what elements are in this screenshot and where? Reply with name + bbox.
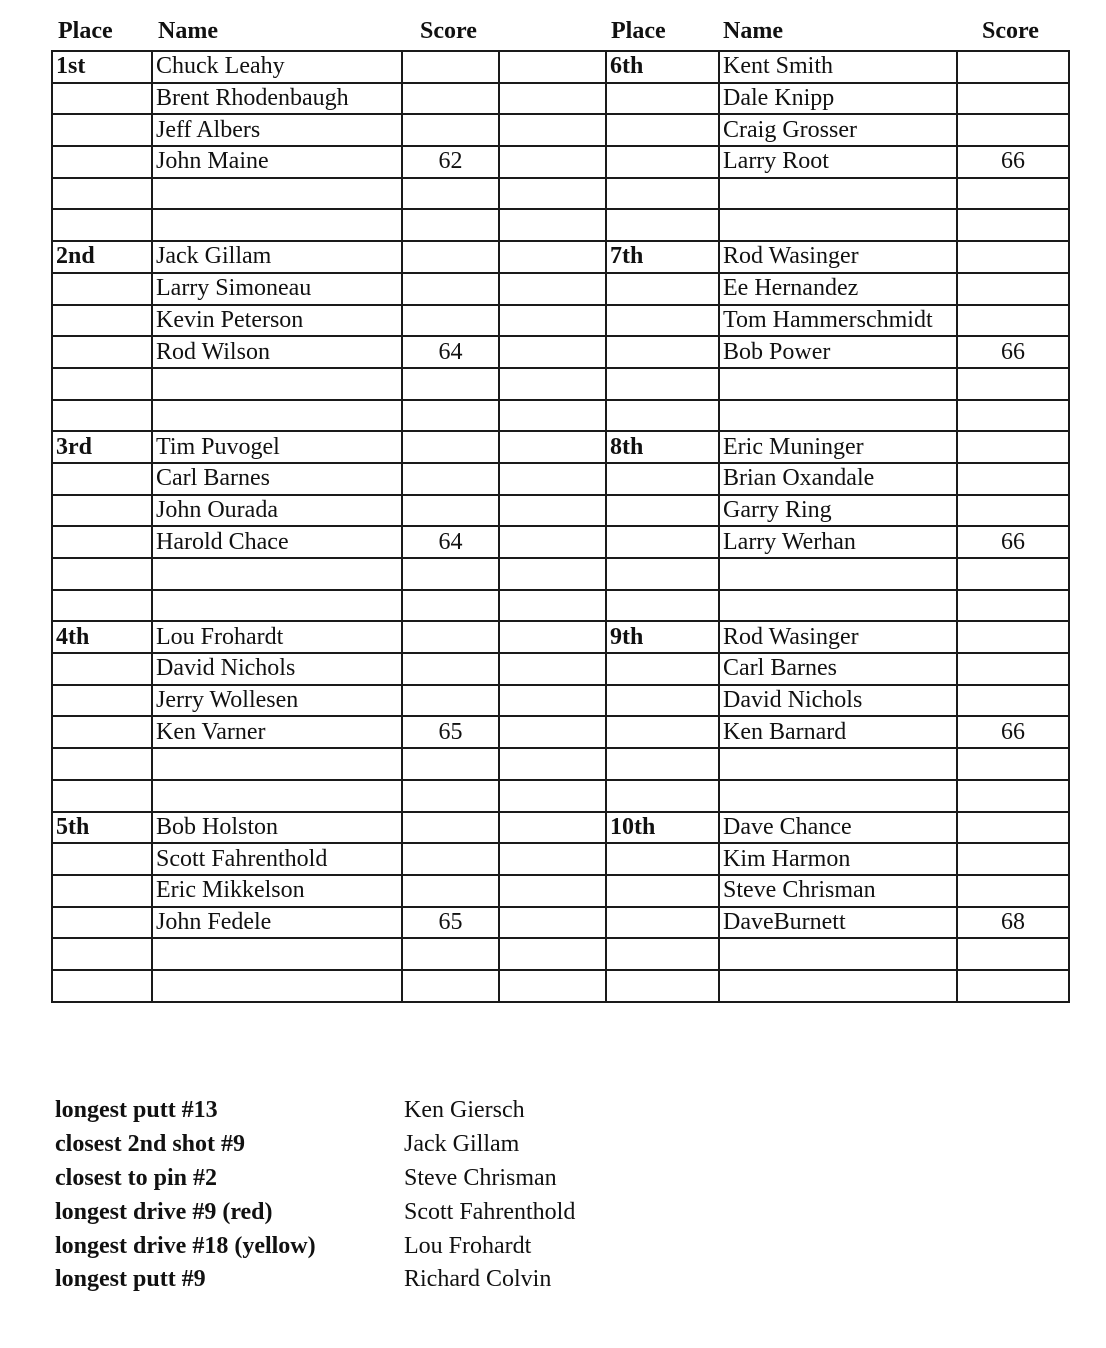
award-winner: Lou Frohardt <box>404 1232 532 1259</box>
empty-cell <box>606 463 719 495</box>
player-name-cell: Brent Rhodenbaugh <box>152 83 402 115</box>
table-row <box>52 812 1069 844</box>
empty-cell <box>52 843 152 875</box>
score-cell: 68 <box>957 907 1069 939</box>
table-row <box>52 178 1069 210</box>
player-name-cell: Jack Gillam <box>152 241 402 273</box>
empty-cell <box>152 209 402 241</box>
score-cell: 64 <box>402 336 499 368</box>
empty-cell <box>606 685 719 717</box>
empty-cell <box>499 685 606 717</box>
empty-cell <box>719 748 957 780</box>
empty-cell <box>152 780 402 812</box>
empty-cell <box>52 716 152 748</box>
player-name-cell: Ee Hernandez <box>719 273 957 305</box>
table-row <box>52 748 1069 780</box>
empty-cell <box>499 178 606 210</box>
empty-cell <box>499 368 606 400</box>
award-item <box>55 1094 575 1128</box>
results-table <box>51 50 1070 1003</box>
empty-cell <box>52 305 152 337</box>
empty-cell <box>499 907 606 939</box>
player-name-cell: Bob Holston <box>152 812 402 844</box>
empty-cell <box>606 875 719 907</box>
player-name-cell: Garry Ring <box>719 495 957 527</box>
empty-cell <box>52 526 152 558</box>
empty-cell <box>52 368 152 400</box>
table-row <box>52 463 1069 495</box>
table-row <box>52 526 1069 558</box>
empty-cell <box>402 970 499 1002</box>
place-cell: 10th <box>606 812 719 844</box>
empty-cell <box>957 843 1069 875</box>
empty-cell <box>606 748 719 780</box>
empty-cell <box>606 83 719 115</box>
empty-cell <box>52 178 152 210</box>
empty-cell <box>606 970 719 1002</box>
empty-cell <box>152 400 402 432</box>
place-cell: 1st <box>52 51 152 83</box>
empty-cell <box>402 209 499 241</box>
award-label: longest drive #18 (yellow) <box>55 1232 316 1259</box>
table-row <box>52 146 1069 178</box>
empty-cell <box>499 812 606 844</box>
table-row <box>52 716 1069 748</box>
empty-cell <box>957 590 1069 622</box>
player-name-cell: Carl Barnes <box>152 463 402 495</box>
player-name-cell: Dave Chance <box>719 812 957 844</box>
table-row <box>52 907 1069 939</box>
awards-list <box>55 1094 575 1297</box>
empty-cell <box>52 83 152 115</box>
player-name-cell: Larry Root <box>719 146 957 178</box>
award-label: closest 2nd shot #9 <box>55 1131 246 1158</box>
empty-cell <box>152 938 402 970</box>
player-name-cell: Kevin Peterson <box>152 305 402 337</box>
player-name-cell: Tom Hammerschmidt <box>719 305 957 337</box>
empty-cell <box>957 178 1069 210</box>
player-name-cell: Scott Fahrenthold <box>152 843 402 875</box>
empty-cell <box>957 685 1069 717</box>
empty-cell <box>52 558 152 590</box>
empty-cell <box>402 812 499 844</box>
empty-cell <box>52 495 152 527</box>
score-cell: 66 <box>957 146 1069 178</box>
empty-cell <box>402 51 499 83</box>
empty-cell <box>957 621 1069 653</box>
empty-cell <box>606 209 719 241</box>
table-row <box>52 970 1069 1002</box>
player-name-cell: Eric Muninger <box>719 431 957 463</box>
table-row <box>52 653 1069 685</box>
table-row <box>52 305 1069 337</box>
empty-cell <box>402 305 499 337</box>
empty-cell <box>499 114 606 146</box>
empty-cell <box>402 780 499 812</box>
empty-cell <box>957 938 1069 970</box>
player-name-cell: Dale Knipp <box>719 83 957 115</box>
empty-cell <box>957 83 1069 115</box>
table-row <box>52 241 1069 273</box>
empty-cell <box>957 51 1069 83</box>
empty-cell <box>499 400 606 432</box>
table-row <box>52 558 1069 590</box>
empty-cell <box>52 114 152 146</box>
player-name-cell: Larry Simoneau <box>152 273 402 305</box>
empty-cell <box>606 336 719 368</box>
award-label: longest putt #13 <box>55 1097 218 1124</box>
empty-cell <box>606 146 719 178</box>
empty-cell <box>957 495 1069 527</box>
award-item <box>55 1128 575 1162</box>
place-cell: 9th <box>606 621 719 653</box>
empty-cell <box>606 400 719 432</box>
player-name-cell: John Maine <box>152 146 402 178</box>
empty-cell <box>606 938 719 970</box>
player-name-cell: Jerry Wollesen <box>152 685 402 717</box>
column-headers <box>0 18 1106 50</box>
empty-cell <box>606 273 719 305</box>
player-name-cell: Bob Power <box>719 336 957 368</box>
table-row <box>52 780 1069 812</box>
empty-cell <box>606 843 719 875</box>
empty-cell <box>52 907 152 939</box>
empty-cell <box>957 400 1069 432</box>
empty-cell <box>52 653 152 685</box>
empty-cell <box>606 590 719 622</box>
player-name-cell: Ken Barnard <box>719 716 957 748</box>
empty-cell <box>52 938 152 970</box>
empty-cell <box>499 146 606 178</box>
score-cell: 65 <box>402 907 499 939</box>
player-name-cell: Harold Chace <box>152 526 402 558</box>
empty-cell <box>152 558 402 590</box>
empty-cell <box>402 590 499 622</box>
empty-cell <box>499 748 606 780</box>
place-cell: 2nd <box>52 241 152 273</box>
empty-cell <box>152 748 402 780</box>
table-row <box>52 843 1069 875</box>
empty-cell <box>499 463 606 495</box>
empty-cell <box>52 463 152 495</box>
table-row <box>52 495 1069 527</box>
award-item <box>55 1195 575 1229</box>
empty-cell <box>606 526 719 558</box>
empty-cell <box>499 590 606 622</box>
empty-cell <box>499 495 606 527</box>
empty-cell <box>606 780 719 812</box>
empty-cell <box>402 558 499 590</box>
score-cell: 66 <box>957 526 1069 558</box>
table-row <box>52 51 1069 83</box>
player-name-cell: Lou Frohardt <box>152 621 402 653</box>
score-cell: 65 <box>402 716 499 748</box>
award-winner: Scott Fahrenthold <box>404 1198 576 1225</box>
empty-cell <box>52 336 152 368</box>
player-name-cell: Tim Puvogel <box>152 431 402 463</box>
table-row <box>52 336 1069 368</box>
empty-cell <box>606 178 719 210</box>
empty-cell <box>957 305 1069 337</box>
empty-cell <box>499 875 606 907</box>
empty-cell <box>402 431 499 463</box>
empty-cell <box>52 780 152 812</box>
empty-cell <box>402 178 499 210</box>
empty-cell <box>719 209 957 241</box>
empty-cell <box>402 495 499 527</box>
award-item <box>55 1162 575 1196</box>
header-name-left: Name <box>158 18 218 44</box>
player-name-cell: David Nichols <box>152 653 402 685</box>
empty-cell <box>719 938 957 970</box>
player-name-cell: Steve Chrisman <box>719 875 957 907</box>
empty-cell <box>499 431 606 463</box>
award-label: closest to pin #2 <box>55 1164 217 1191</box>
empty-cell <box>957 812 1069 844</box>
empty-cell <box>152 368 402 400</box>
empty-cell <box>719 780 957 812</box>
place-cell: 8th <box>606 431 719 463</box>
empty-cell <box>499 558 606 590</box>
empty-cell <box>719 368 957 400</box>
empty-cell <box>957 463 1069 495</box>
player-name-cell: Kim Harmon <box>719 843 957 875</box>
award-winner: Richard Colvin <box>404 1266 552 1293</box>
empty-cell <box>52 685 152 717</box>
empty-cell <box>52 400 152 432</box>
empty-cell <box>402 114 499 146</box>
empty-cell <box>499 970 606 1002</box>
place-cell: 4th <box>52 621 152 653</box>
award-winner: Ken Giersch <box>404 1097 525 1124</box>
empty-cell <box>52 273 152 305</box>
table-row <box>52 209 1069 241</box>
player-name-cell: John Fedele <box>152 907 402 939</box>
award-item <box>55 1229 575 1263</box>
empty-cell <box>52 209 152 241</box>
empty-cell <box>402 83 499 115</box>
header-score-left: Score <box>420 18 477 44</box>
player-name-cell: Jeff Albers <box>152 114 402 146</box>
empty-cell <box>499 843 606 875</box>
table-row <box>52 400 1069 432</box>
player-name-cell: DaveBurnett <box>719 907 957 939</box>
empty-cell <box>499 653 606 685</box>
empty-cell <box>152 590 402 622</box>
empty-cell <box>499 305 606 337</box>
empty-cell <box>499 209 606 241</box>
empty-cell <box>606 558 719 590</box>
empty-cell <box>957 368 1069 400</box>
empty-cell <box>402 463 499 495</box>
table-row <box>52 621 1069 653</box>
empty-cell <box>719 178 957 210</box>
empty-cell <box>957 780 1069 812</box>
player-name-cell: Craig Grosser <box>719 114 957 146</box>
empty-cell <box>957 875 1069 907</box>
player-name-cell: Rod Wasinger <box>719 621 957 653</box>
empty-cell <box>719 558 957 590</box>
table-row <box>52 368 1069 400</box>
award-label: longest drive #9 (red) <box>55 1198 273 1225</box>
empty-cell <box>957 653 1069 685</box>
empty-cell <box>499 241 606 273</box>
header-name-right: Name <box>723 18 783 44</box>
header-place-right: Place <box>611 18 666 44</box>
empty-cell <box>52 590 152 622</box>
player-name-cell: Chuck Leahy <box>152 51 402 83</box>
empty-cell <box>957 970 1069 1002</box>
empty-cell <box>499 51 606 83</box>
empty-cell <box>499 336 606 368</box>
place-cell: 7th <box>606 241 719 273</box>
empty-cell <box>52 875 152 907</box>
empty-cell <box>499 526 606 558</box>
header-score-right: Score <box>982 18 1039 44</box>
player-name-cell: Rod Wilson <box>152 336 402 368</box>
empty-cell <box>606 653 719 685</box>
empty-cell <box>499 273 606 305</box>
empty-cell <box>957 114 1069 146</box>
empty-cell <box>719 970 957 1002</box>
empty-cell <box>957 273 1069 305</box>
empty-cell <box>52 146 152 178</box>
player-name-cell: Brian Oxandale <box>719 463 957 495</box>
table-row <box>52 114 1069 146</box>
player-name-cell: David Nichols <box>719 685 957 717</box>
empty-cell <box>606 716 719 748</box>
empty-cell <box>152 178 402 210</box>
empty-cell <box>402 748 499 780</box>
place-cell: 3rd <box>52 431 152 463</box>
empty-cell <box>402 653 499 685</box>
player-name-cell: John Ourada <box>152 495 402 527</box>
player-name-cell: Ken Varner <box>152 716 402 748</box>
empty-cell <box>606 495 719 527</box>
player-name-cell: Rod Wasinger <box>719 241 957 273</box>
empty-cell <box>606 305 719 337</box>
empty-cell <box>402 938 499 970</box>
score-cell: 66 <box>957 336 1069 368</box>
empty-cell <box>402 241 499 273</box>
empty-cell <box>606 907 719 939</box>
place-cell: 5th <box>52 812 152 844</box>
empty-cell <box>402 273 499 305</box>
award-winner: Jack Gillam <box>404 1131 520 1158</box>
empty-cell <box>499 716 606 748</box>
empty-cell <box>499 938 606 970</box>
table-row <box>52 875 1069 907</box>
empty-cell <box>152 970 402 1002</box>
award-label: longest putt #9 <box>55 1266 206 1293</box>
score-cell: 62 <box>402 146 499 178</box>
empty-cell <box>957 241 1069 273</box>
player-name-cell: Larry Werhan <box>719 526 957 558</box>
empty-cell <box>957 209 1069 241</box>
award-winner: Steve Chrisman <box>404 1164 557 1191</box>
score-cell: 66 <box>957 716 1069 748</box>
header-place-left: Place <box>58 18 113 44</box>
empty-cell <box>402 875 499 907</box>
empty-cell <box>606 114 719 146</box>
empty-cell <box>719 590 957 622</box>
score-cell: 64 <box>402 526 499 558</box>
empty-cell <box>957 748 1069 780</box>
player-name-cell: Carl Barnes <box>719 653 957 685</box>
empty-cell <box>402 843 499 875</box>
empty-cell <box>499 780 606 812</box>
empty-cell <box>957 558 1069 590</box>
empty-cell <box>402 621 499 653</box>
place-cell: 6th <box>606 51 719 83</box>
empty-cell <box>719 400 957 432</box>
table-row <box>52 938 1069 970</box>
table-row <box>52 83 1069 115</box>
player-name-cell: Eric Mikkelson <box>152 875 402 907</box>
table-row <box>52 685 1069 717</box>
empty-cell <box>52 748 152 780</box>
award-item <box>55 1263 575 1297</box>
empty-cell <box>499 621 606 653</box>
player-name-cell: Kent Smith <box>719 51 957 83</box>
empty-cell <box>402 368 499 400</box>
empty-cell <box>606 368 719 400</box>
empty-cell <box>52 970 152 1002</box>
empty-cell <box>957 431 1069 463</box>
empty-cell <box>402 400 499 432</box>
table-row <box>52 590 1069 622</box>
table-row <box>52 431 1069 463</box>
empty-cell <box>499 83 606 115</box>
empty-cell <box>402 685 499 717</box>
table-row <box>52 273 1069 305</box>
